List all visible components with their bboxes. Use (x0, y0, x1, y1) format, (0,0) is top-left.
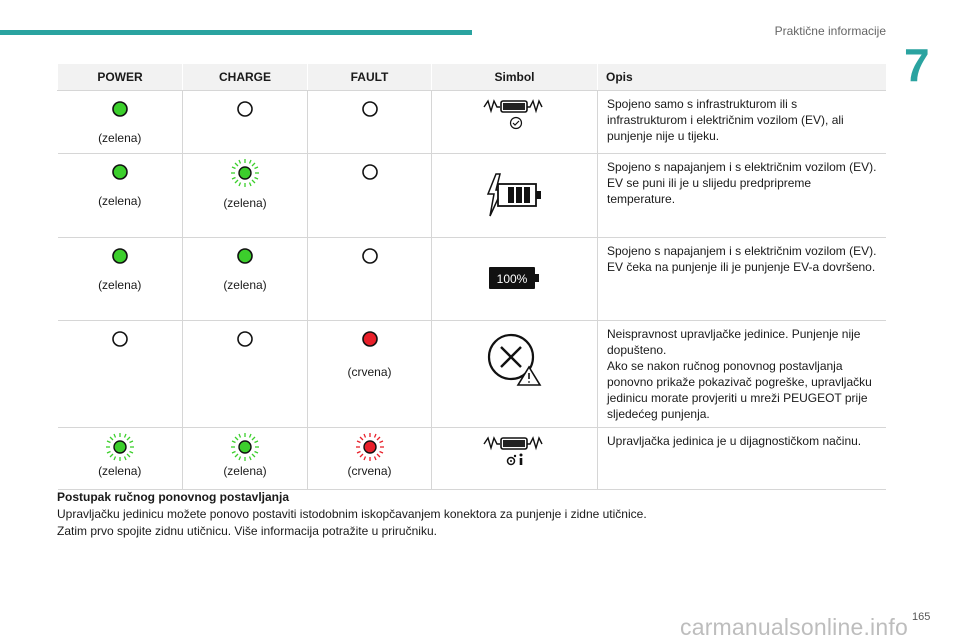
fault-led-off-icon (362, 248, 378, 264)
reset-procedure-line: Zatim prvo spojite zidnu utičnicu. Više informacija potražite u priručniku. (57, 524, 437, 538)
column-header-symbol: Simbol (432, 64, 598, 91)
battery-charging-icon (486, 172, 544, 218)
row-description: Upravljačka jedinica je u dijagnostičkom načinu. (598, 428, 887, 490)
page-number: 165 (912, 611, 931, 623)
fault-led-red-icon (362, 331, 378, 347)
row-description: Spojeno s napajanjem i s električnim vozilom (EV). EV se puni ili je u slijedu predpripreme temperature. (598, 154, 887, 238)
fault-warning-icon (487, 333, 543, 389)
battery-percentage-text: 100% (496, 272, 527, 286)
reset-procedure-line: Upravljačku jedinicu možete ponovo postaviti istodobnim iskopčavanjem konektora za punjenje i zidne utičnice. (57, 507, 647, 521)
charge-led-off-icon (237, 101, 253, 117)
watermark: carmanualsonline.info (680, 614, 908, 640)
fault-led-blinking-red-icon (355, 432, 385, 462)
reset-procedure-title: Postupak ručnog ponovnog postavljanja (57, 490, 290, 504)
charge-led-blinking-green-icon (230, 158, 260, 188)
led-label: (zelena) (98, 194, 142, 208)
row-description (598, 321, 887, 428)
led-label: (zelena) (223, 278, 267, 292)
table-row (58, 154, 887, 238)
table-row (58, 321, 887, 428)
battery-full-icon (489, 266, 541, 290)
led-label: (zelena) (98, 464, 142, 478)
table-row (58, 91, 887, 154)
column-header-description: Opis (598, 64, 887, 91)
section-title: Praktične informacije (774, 24, 886, 38)
power-led-green-icon (112, 101, 128, 117)
description-line: Neispravnost upravljačke jedinice. Punjenje nije dopušteno. (607, 327, 861, 357)
table-row (58, 428, 887, 490)
row-description: Spojeno s napajanjem i s električnim vozilom (EV). EV čeka na punjenje ili je punjenje EV-a dovršeno. (598, 238, 887, 321)
reset-procedure (57, 489, 897, 540)
power-led-green-icon (112, 248, 128, 264)
power-led-green-icon (112, 164, 128, 180)
cable-battery-diagnostic-icon (482, 434, 548, 468)
led-label: (crvena) (347, 365, 392, 379)
column-header-fault: FAULT (308, 64, 432, 91)
charge-led-blinking-green-icon (230, 432, 260, 462)
led-label: (zelena) (98, 278, 142, 292)
row-description: Spojeno samo s infrastrukturom ili s infrastrukturom i električnim vozilom (EV), ali punjenje nije u tijeku. (598, 91, 887, 154)
header-accent-bar (0, 30, 472, 35)
fault-led-off-icon (362, 101, 378, 117)
led-status-table (57, 64, 886, 490)
description-line: Ako se nakon ručnog ponovnog postavljanja ponovno prikaže pokazivač pogreške, upravljačku jedinicu morate provjeriti u mreži PEUGEOT prije sljedećeg punjenja. (607, 359, 872, 421)
column-header-charge: CHARGE (183, 64, 308, 91)
power-led-off-icon (112, 331, 128, 347)
table-row (58, 238, 887, 321)
chapter-number: 7 (904, 39, 930, 91)
charge-led-green-icon (237, 248, 253, 264)
fault-led-off-icon (362, 164, 378, 180)
led-label: (zelena) (98, 131, 142, 145)
led-label: (crvena) (347, 464, 392, 478)
table-header-row (58, 64, 887, 91)
cable-battery-check-icon (482, 97, 548, 131)
charge-led-off-icon (237, 331, 253, 347)
column-header-power: POWER (58, 64, 183, 91)
power-led-blinking-green-icon (105, 432, 135, 462)
led-label: (zelena) (223, 464, 267, 478)
led-label: (zelena) (223, 196, 267, 210)
